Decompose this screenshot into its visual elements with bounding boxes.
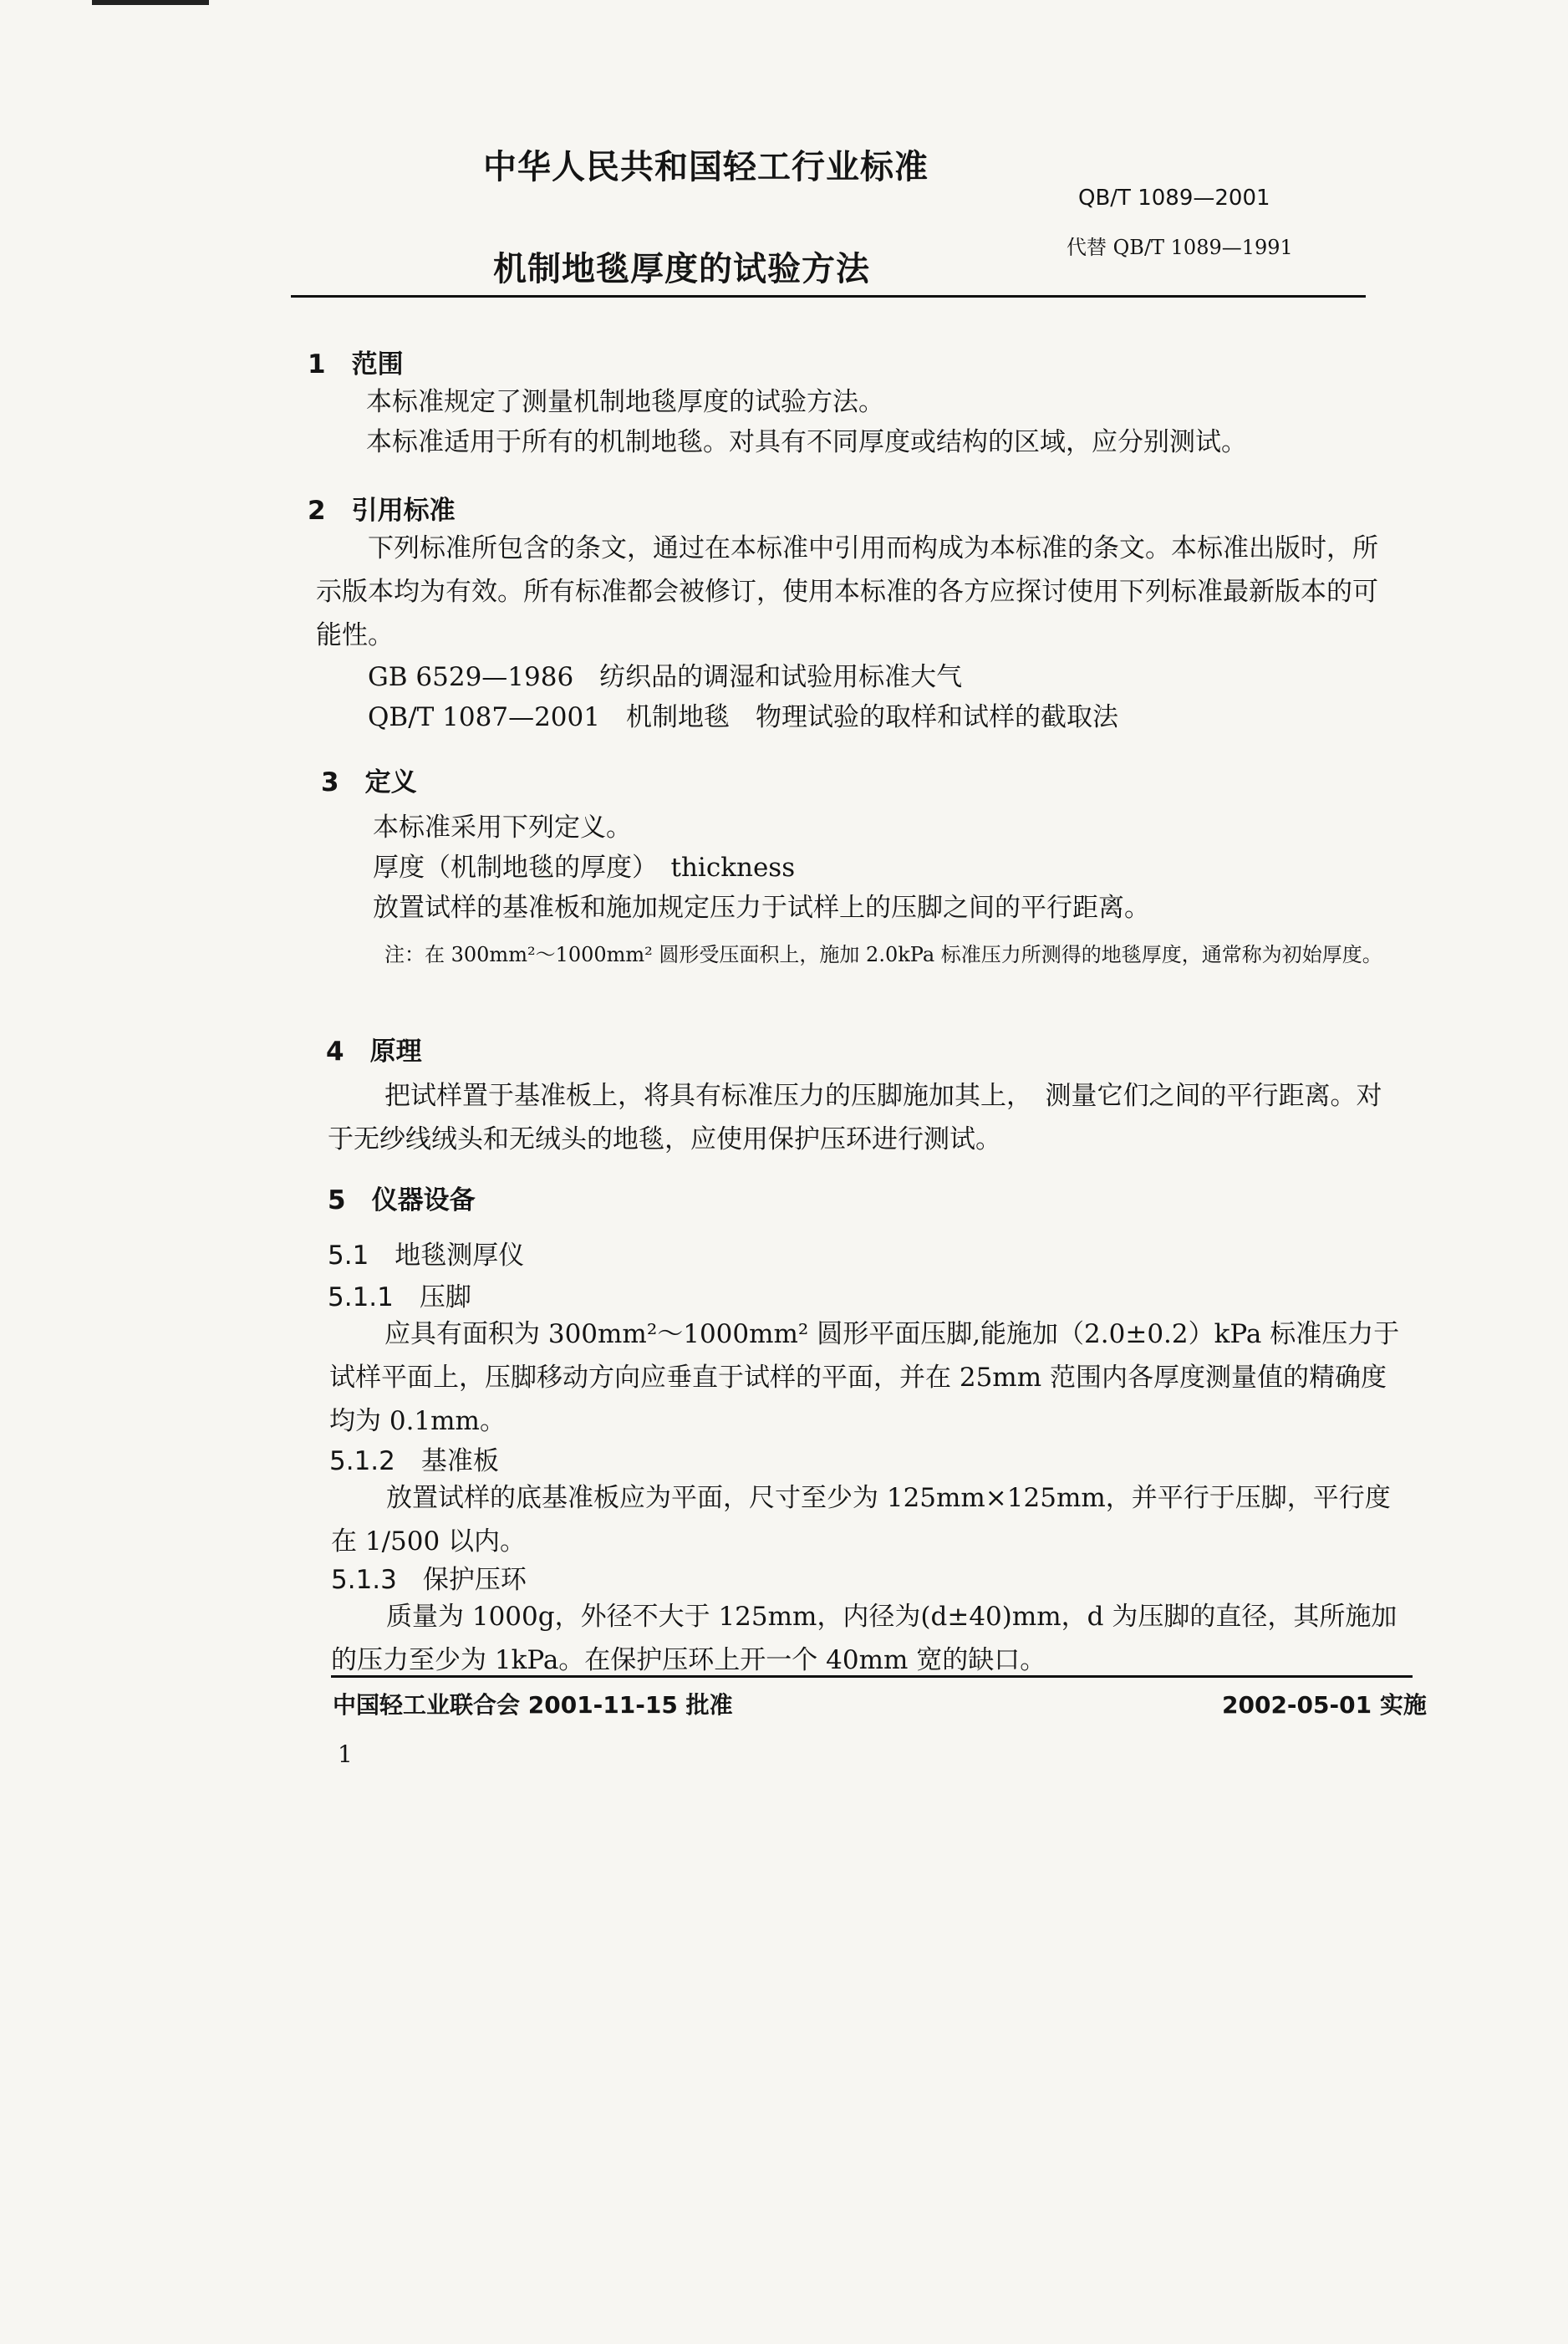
header-rule [291,295,1366,298]
term-definition: 放置试样的基准板和施加规定压力于试样上的压脚之间的平行距离。 [373,893,1150,923]
document-title: 机制地毯厚度的试验方法 [493,250,870,288]
section-1-para-1: 本标准规定了测量机制地毯厚度的试验方法。 [366,387,884,417]
section-1-heading: 1 范围 [308,349,404,380]
subsection-5-1-1-heading: 5.1.1 压脚 [328,1282,471,1312]
subsection-5-1-2-para: 放置试样的底基准板应为平面，尺寸至少为 125mm×125mm，并平行于压脚，平行度在 1/500 以内。 [331,1483,1391,1557]
scan-mark [92,0,209,5]
section-1-para-2: 本标准适用于所有的机制地毯。对具有不同厚度或结构的区域，应分别测试。 [366,427,1247,457]
section-4-para: 把试样置于基准板上，将具有标准压力的压脚施加其上， 测量它们之间的平行距离。对于无纱线绒头和无绒头的地毯，应使用保护压环进行测试。 [328,1081,1382,1154]
subsection-5-1-3-para: 质量为 1000g，外径不大于 125mm，内径为(d±40)mm，d 为压脚的直径，其所施加的压力至少为 1kPa。在保护压环上开一个 40mm 宽的缺口。 [331,1602,1397,1675]
section-2-heading: 2 引用标准 [308,496,456,526]
subsection-5-1-3-heading: 5.1.3 保护压环 [331,1565,527,1595]
reference-qbt-1087: QB/T 1087—2001 机制地毯 物理试验的取样和试样的截取法 [368,702,1118,732]
section-2-para: 下列标准所包含的条文，通过在本标准中引用而构成为本标准的条文。本标准出版时，所示版本均为有效。所有标准都会被修订，使用本标准的各方应探讨使用下列标准最新版本的可能性。 [316,533,1378,650]
section-4-heading: 4 原理 [326,1037,422,1067]
reference-gb-6529: GB 6529—1986 纺织品的调湿和试验用标准大气 [368,662,963,692]
standard-code: QB/T 1089—2001 [1078,186,1270,211]
section-3-heading: 3 定义 [321,767,417,797]
industry-standard-heading: 中华人民共和国轻工行业标准 [483,148,929,186]
term-thickness: 厚度（机制地毯的厚度） thickness [373,853,796,883]
replaces-code: 代替 QB/T 1089—1991 [1067,236,1293,259]
section-5-heading: 5 仪器设备 [328,1185,476,1215]
definition-note: 注：在 300mm²～1000mm² 圆形受压面积上，施加 2.0kPa 标准压力所测得的地毯厚度，通常称为初始厚度。 [384,943,1382,966]
section-3-para: 本标准采用下列定义。 [373,813,632,843]
footer-rule [331,1675,1413,1678]
implementation-date: 2002-05-01 实施 [1222,1691,1427,1719]
subsection-5-1-heading: 5.1 地毯测厚仪 [328,1241,525,1271]
page-number: 1 [338,1740,353,1768]
subsection-5-1-2-heading: 5.1.2 基准板 [329,1446,499,1476]
subsection-5-1-1-para: 应具有面积为 300mm²～1000mm² 圆形平面压脚,能施加（2.0±0.2）kPa 标准压力于试样平面上，压脚移动方向应垂直于试样的平面，并在 25mm 范围内各厚度测量值的精确度均为 0.1mm。 [329,1319,1400,1436]
approval-line: 中国轻工业联合会 2001-11-15 批准 [333,1691,733,1719]
